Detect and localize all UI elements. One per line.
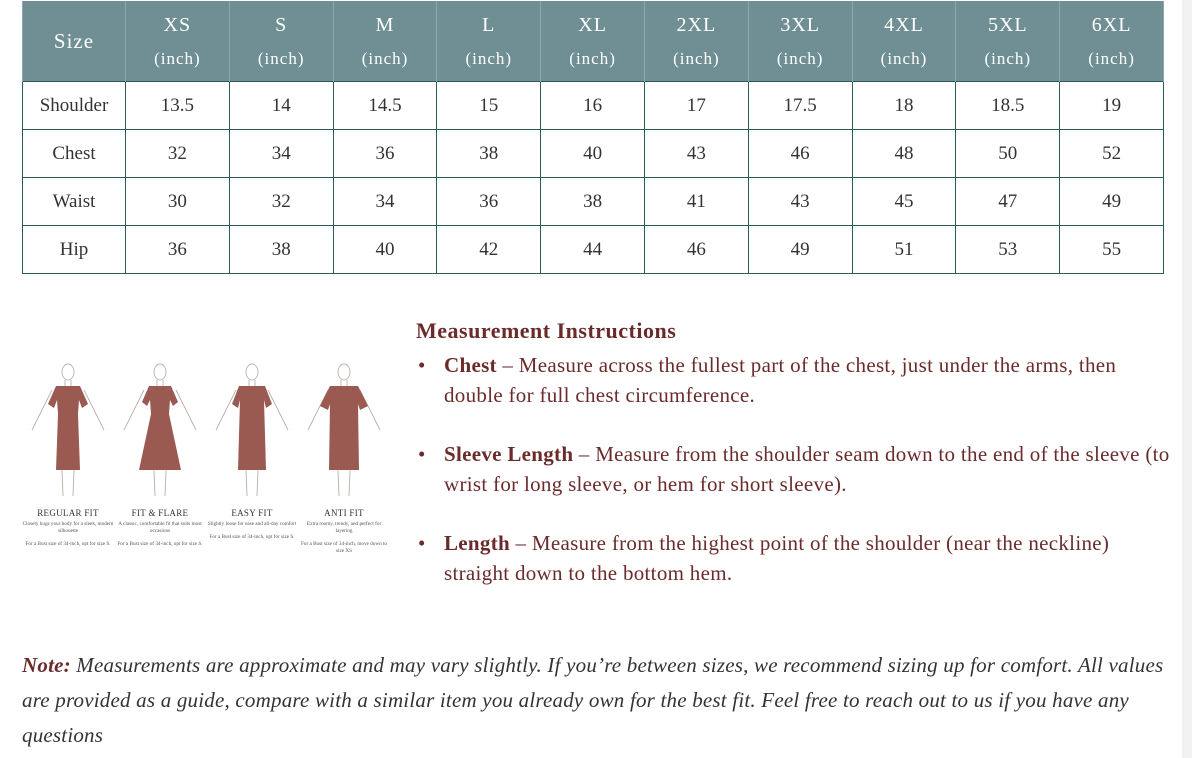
fit-name: EASY FIT	[231, 508, 273, 518]
table-cell: 48	[852, 130, 956, 178]
unit-label: (inch)	[465, 48, 513, 68]
table-cell: 34	[333, 178, 437, 226]
note-paragraph	[22, 648, 1172, 753]
easy-fit-dress-icon	[206, 360, 298, 500]
table-cell: 46	[644, 226, 748, 274]
instruction-item-chest	[416, 350, 1176, 410]
instruction-item-sleeve	[416, 439, 1176, 499]
bullet: •	[418, 442, 426, 466]
col-header-xl	[541, 1, 645, 82]
fit-figure-easy	[206, 360, 298, 541]
size-label: XS	[163, 13, 192, 36]
fit-name: FIT & FLARE	[131, 508, 189, 518]
table-cell: 17	[644, 82, 748, 130]
col-header-l	[437, 1, 541, 82]
unit-label: (inch)	[1088, 48, 1135, 68]
fit-description: Closely hugs your body for a sleek, modern silhouette	[22, 521, 114, 534]
table-cell: 43	[748, 178, 852, 226]
col-header-5xl	[956, 1, 1060, 82]
bullet: •	[418, 353, 426, 377]
table-cell: 15	[437, 82, 541, 130]
col-header-4xl	[852, 1, 956, 82]
table-row-shoulder	[23, 82, 1164, 130]
table-cell: 38	[229, 226, 333, 274]
row-label: Hip	[23, 226, 126, 274]
size-label: 2XL	[676, 13, 717, 36]
unit-label: (inch)	[984, 48, 1032, 68]
table-cell: 14.5	[333, 82, 437, 130]
instruction-text: – Measure from the shoulder seam down to the end of the sleeve (to wrist for long sleeve, or hem for short sleeve).	[444, 442, 1170, 496]
row-label: Waist	[23, 178, 126, 226]
size-label: 6XL	[1091, 13, 1132, 36]
table-row-hip	[23, 226, 1164, 274]
fit-figure-regular	[22, 360, 114, 548]
anti-fit-dress-icon	[298, 360, 390, 500]
fit-figure-anti	[298, 360, 390, 555]
right-edge-strip	[1182, 0, 1192, 758]
table-cell: 44	[541, 226, 645, 274]
table-row-chest	[23, 130, 1164, 178]
fit-advice: For a Bust size of 34-inch, opt for size S.	[117, 541, 203, 547]
size-label: M	[375, 13, 395, 36]
table-cell: 30	[126, 178, 230, 226]
col-header-s	[229, 1, 333, 82]
table-cell: 13.5	[126, 82, 230, 130]
col-header-3xl	[748, 1, 852, 82]
fit-name: ANTI FIT	[324, 508, 364, 518]
table-cell: 16	[541, 82, 645, 130]
table-cell: 38	[541, 178, 645, 226]
table-cell: 47	[956, 178, 1060, 226]
header-row	[23, 1, 1164, 82]
table-cell: 55	[1060, 226, 1164, 274]
row-label: Shoulder	[23, 82, 126, 130]
fit-description: A classic, comfortable fit that suits most occasions	[118, 521, 202, 534]
size-label: XL	[578, 13, 607, 36]
unit-label: (inch)	[257, 48, 305, 68]
table-cell: 53	[956, 226, 1060, 274]
table-cell: 38	[437, 130, 541, 178]
table-cell: 46	[748, 130, 852, 178]
col-header-xs	[126, 1, 230, 82]
table-cell: 36	[126, 226, 230, 274]
regular-fit-dress-icon	[22, 360, 114, 500]
table-cell: 49	[1060, 178, 1164, 226]
table-cell: 49	[748, 226, 852, 274]
fit-description: Extra roomy, trendy, and perfect for layering	[306, 521, 382, 534]
table-cell: 34	[229, 130, 333, 178]
instruction-text: – Measure from the highest point of the shoulder (near the neckline) straight down to the bottom hem.	[444, 531, 1110, 585]
fit-advice: For a Bust size of 34-inch, opt for size S.	[25, 541, 111, 547]
table-cell: 32	[229, 178, 333, 226]
table-cell: 14	[229, 82, 333, 130]
unit-label: (inch)	[673, 48, 720, 68]
instruction-term: Sleeve Length	[444, 442, 574, 466]
table-cell: 19	[1060, 82, 1164, 130]
table-cell: 18.5	[956, 82, 1060, 130]
size-label: S	[275, 13, 288, 36]
fit-name: REGULAR FIT	[37, 508, 99, 518]
unit-label: (inch)	[776, 48, 824, 68]
table-cell: 36	[437, 178, 541, 226]
fit-illustrations	[22, 360, 392, 580]
bullet: •	[418, 531, 426, 555]
instructions-title: Measurement Instructions	[416, 318, 677, 343]
note-text: Measurements are approximate and may vary slightly. If you’re between sizes, we recommend sizing up for comfort. All values are provided as a guide, compare with a similar item you already own for the best fit. Feel free to reach out to us if you have any questions	[22, 653, 1164, 747]
unit-label: (inch)	[569, 48, 616, 68]
fit-advice: For a Bust size of 34-inch, opt for size S.	[209, 534, 295, 540]
fit-advice: For a Bust size of 34-inch, move down to size XS	[300, 541, 387, 554]
table-cell: 42	[437, 226, 541, 274]
size-label: L	[482, 13, 496, 36]
table-cell: 36	[333, 130, 437, 178]
table-cell: 18	[852, 82, 956, 130]
table-cell: 40	[333, 226, 437, 274]
instruction-term: Chest	[444, 353, 497, 377]
size-label: 4XL	[884, 13, 924, 36]
table-cell: 51	[852, 226, 956, 274]
measurement-instructions	[416, 318, 1176, 617]
instruction-item-length	[416, 528, 1176, 588]
note-label: Note:	[22, 653, 71, 677]
table-cell: 52	[1060, 130, 1164, 178]
col-header-6xl	[1060, 1, 1164, 82]
instruction-term: Length	[444, 531, 510, 555]
table-cell: 32	[126, 130, 230, 178]
table-cell: 40	[541, 130, 645, 178]
col-header-m	[333, 1, 437, 82]
unit-label: (inch)	[154, 48, 201, 68]
size-label: 5XL	[987, 13, 1028, 36]
size-label: 3XL	[780, 13, 821, 36]
table-cell: 43	[644, 130, 748, 178]
instruction-text: – Measure across the fullest part of the chest, just under the arms, then double for full chest circumference.	[444, 353, 1117, 407]
row-label: Chest	[23, 130, 126, 178]
table-cell: 50	[956, 130, 1060, 178]
col-header-2xl	[644, 1, 748, 82]
table-row-waist	[23, 178, 1164, 226]
unit-label: (inch)	[361, 48, 409, 68]
table-cell: 41	[644, 178, 748, 226]
unit-label: (inch)	[880, 48, 928, 68]
fit-figure-flare	[114, 360, 206, 548]
fit-flare-dress-icon	[114, 360, 206, 500]
size-chart-table	[22, 1, 1164, 274]
table-cell: 45	[852, 178, 956, 226]
corner-cell: Size	[23, 1, 126, 82]
fit-description: Slightly loose for ease and all-day comfort	[207, 521, 297, 527]
table-cell: 17.5	[748, 82, 852, 130]
